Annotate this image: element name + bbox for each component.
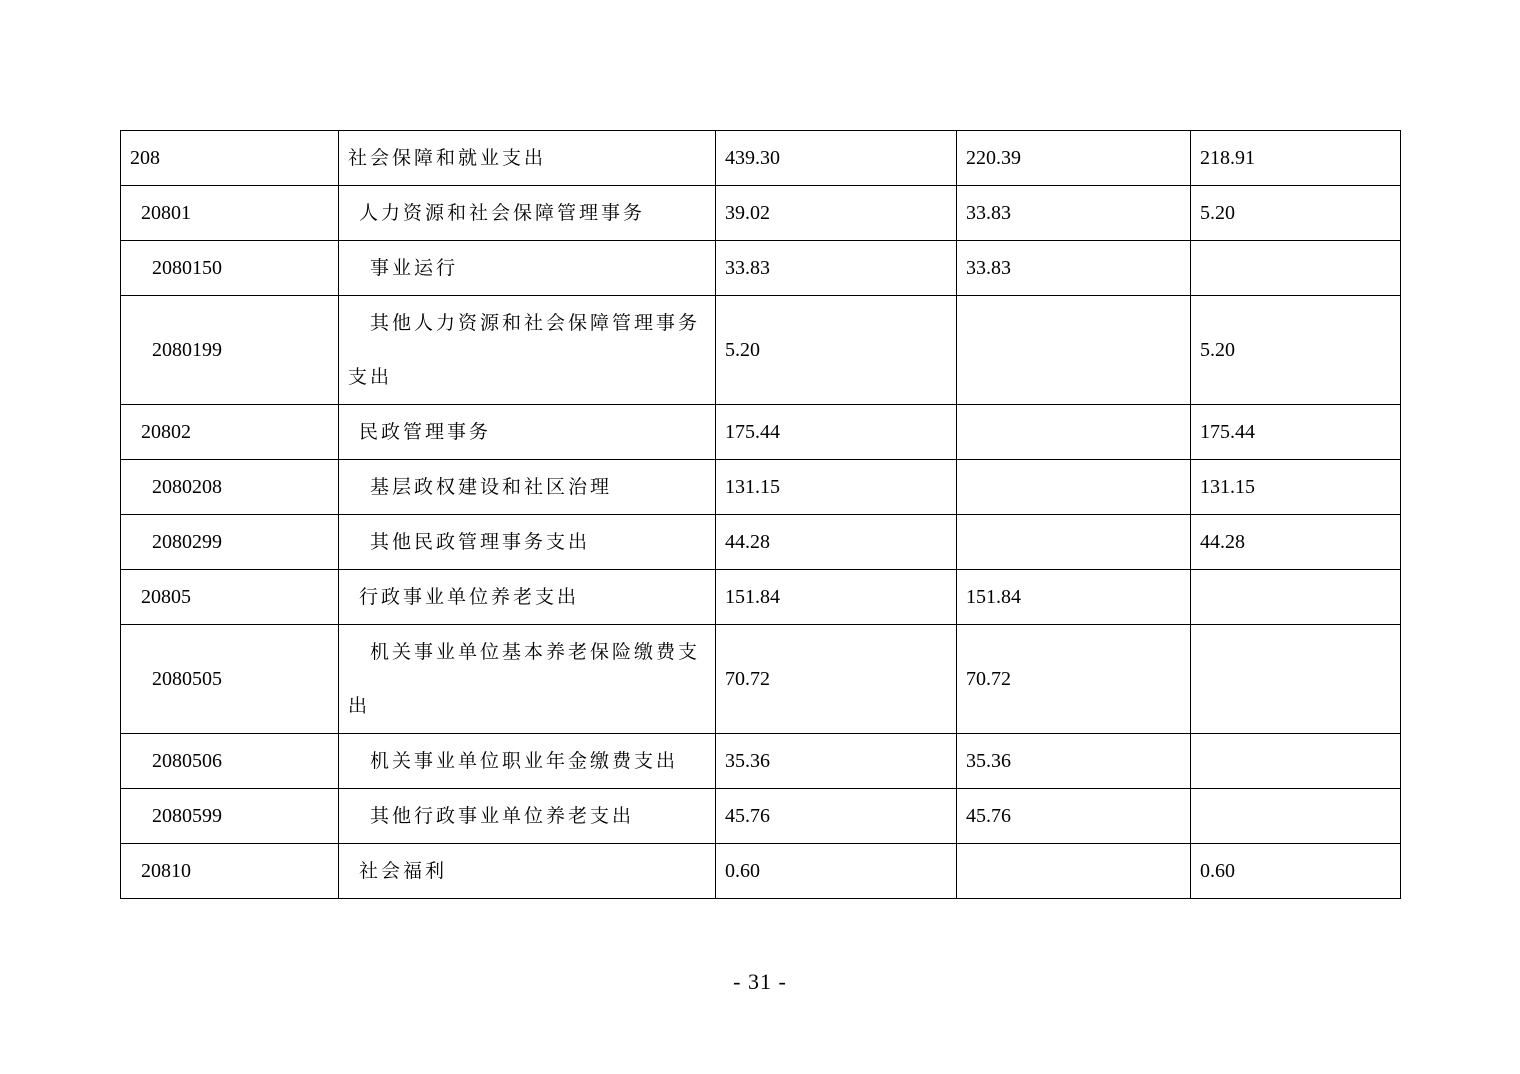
subject-code-cell: 2080506 [121,734,339,789]
basic-expenditure-cell [957,296,1191,405]
total-cell: 175.44 [716,405,957,460]
subject-code-cell: 20805 [121,570,339,625]
subject-code-cell: 20810 [121,844,339,899]
basic-expenditure-cell: 33.83 [957,241,1191,296]
total-cell: 0.60 [716,844,957,899]
total-cell: 44.28 [716,515,957,570]
basic-expenditure-cell: 35.36 [957,734,1191,789]
basic-expenditure-cell: 45.76 [957,789,1191,844]
table-row [121,570,1401,625]
subject-name-cell: 社会福利 [339,844,716,899]
project-expenditure-cell: 175.44 [1191,405,1401,460]
project-expenditure-cell [1191,625,1401,734]
subject-name-cell: 其他行政事业单位养老支出 [339,789,716,844]
subject-name-cell: 其他民政管理事务支出 [339,515,716,570]
subject-name-cell: 机关事业单位基本养老保险缴费支出 [339,625,716,734]
subject-code-cell: 20801 [121,186,339,241]
basic-expenditure-cell [957,844,1191,899]
project-expenditure-cell: 131.15 [1191,460,1401,515]
total-cell: 5.20 [716,296,957,405]
basic-expenditure-cell [957,405,1191,460]
project-expenditure-cell: 0.60 [1191,844,1401,899]
total-cell: 439.30 [716,131,957,186]
basic-expenditure-cell [957,460,1191,515]
budget-table [120,130,1401,899]
subject-code-cell: 2080299 [121,515,339,570]
subject-code-cell: 20802 [121,405,339,460]
subject-name-cell: 事业运行 [339,241,716,296]
subject-name-cell: 基层政权建设和社区治理 [339,460,716,515]
table-row [121,734,1401,789]
table-row [121,515,1401,570]
budget-table-body [121,131,1401,899]
subject-name-cell: 机关事业单位职业年金缴费支出 [339,734,716,789]
project-expenditure-cell [1191,241,1401,296]
subject-code-cell: 2080505 [121,625,339,734]
table-row [121,405,1401,460]
project-expenditure-cell [1191,734,1401,789]
total-cell: 39.02 [716,186,957,241]
table-row [121,131,1401,186]
subject-code-cell: 2080599 [121,789,339,844]
subject-name-cell: 人力资源和社会保障管理事务 [339,186,716,241]
subject-code-cell: 2080150 [121,241,339,296]
basic-expenditure-cell: 220.39 [957,131,1191,186]
table-row [121,789,1401,844]
total-cell: 35.36 [716,734,957,789]
project-expenditure-cell: 218.91 [1191,131,1401,186]
total-cell: 33.83 [716,241,957,296]
basic-expenditure-cell: 151.84 [957,570,1191,625]
table-row [121,625,1401,734]
basic-expenditure-cell: 70.72 [957,625,1191,734]
total-cell: 45.76 [716,789,957,844]
table-row [121,296,1401,405]
basic-expenditure-cell [957,515,1191,570]
basic-expenditure-cell: 33.83 [957,186,1191,241]
project-expenditure-cell: 5.20 [1191,296,1401,405]
total-cell: 151.84 [716,570,957,625]
subject-code-cell: 2080208 [121,460,339,515]
table-row [121,460,1401,515]
total-cell: 131.15 [716,460,957,515]
table-row [121,241,1401,296]
subject-name-cell: 社会保障和就业支出 [339,131,716,186]
subject-code-cell: 2080199 [121,296,339,405]
page-number: - 31 - [733,969,787,994]
project-expenditure-cell [1191,570,1401,625]
project-expenditure-cell: 44.28 [1191,515,1401,570]
subject-name-cell: 其他人力资源和社会保障管理事务支出 [339,296,716,405]
table-row [121,186,1401,241]
subject-name-cell: 行政事业单位养老支出 [339,570,716,625]
table-row [121,844,1401,899]
project-expenditure-cell: 5.20 [1191,186,1401,241]
subject-code-cell: 208 [121,131,339,186]
project-expenditure-cell [1191,789,1401,844]
subject-name-cell: 民政管理事务 [339,405,716,460]
total-cell: 70.72 [716,625,957,734]
